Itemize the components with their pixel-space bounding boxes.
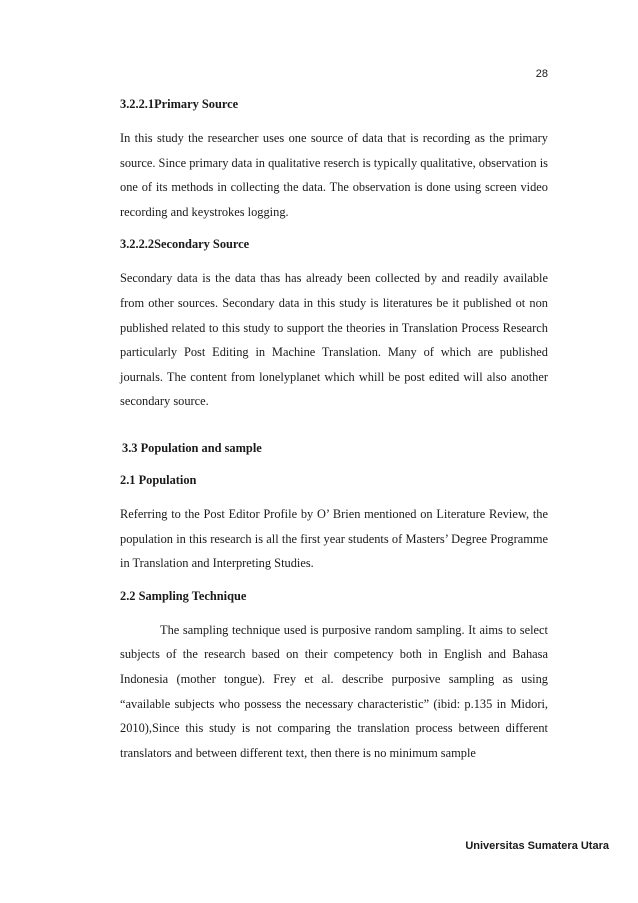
population-heading: 2.1 Population [120, 472, 197, 487]
university-footer: Universitas Sumatera Utara [465, 840, 609, 852]
population-paragraph: Referring to the Post Editor Profile by O’ Brien mentioned on Literature Review, the population in this research is all the first year students of Masters’ Degree Programme in Translation and Interpreting Studies. [120, 506, 548, 571]
population-sample-heading: 3.3 Population and sample [122, 440, 262, 455]
sampling-technique-paragraph: The sampling technique used is purposive random sampling. It aims to select subjects of the research based on their competency both in English and Bahasa Indonesia (mother tongue). Frey et al. describe purposive sampling as using “available subjects who possess the necessary characteristic” (ibid: p.135 in Midori, 2010),Since this study is not comparing the translation process between different translators and between different text, then there is no minimum sample [120, 622, 548, 760]
page-number: 28 [535, 68, 548, 80]
primary-source-paragraph: In this study the researcher uses one source of data that is recording as the primary source. Since primary data in qualitative reserch is typically qualitative, observation is one of its methods in collecting the data. The observation is done using screen video recording and keystrokes logging. [120, 131, 548, 219]
document-body [120, 94, 548, 775]
sampling-technique-heading: 2.2 Sampling Technique [120, 588, 247, 603]
secondary-source-heading: 3.2.2.2Secondary Source [120, 237, 250, 252]
primary-source-heading: 3.2.2.1Primary Source [120, 97, 239, 111]
secondary-source-paragraph: Secondary data is the data thas has already been collected by and readily available from other sources. Secondary data in this study is literatures be it published ot non published related to this study to support the theories in Translation Process Research particularly Post Editing in Machine Translation. Many of which are published journals. The content from lonelyplanet which whill be post edited will also another secondary source. [120, 271, 548, 409]
